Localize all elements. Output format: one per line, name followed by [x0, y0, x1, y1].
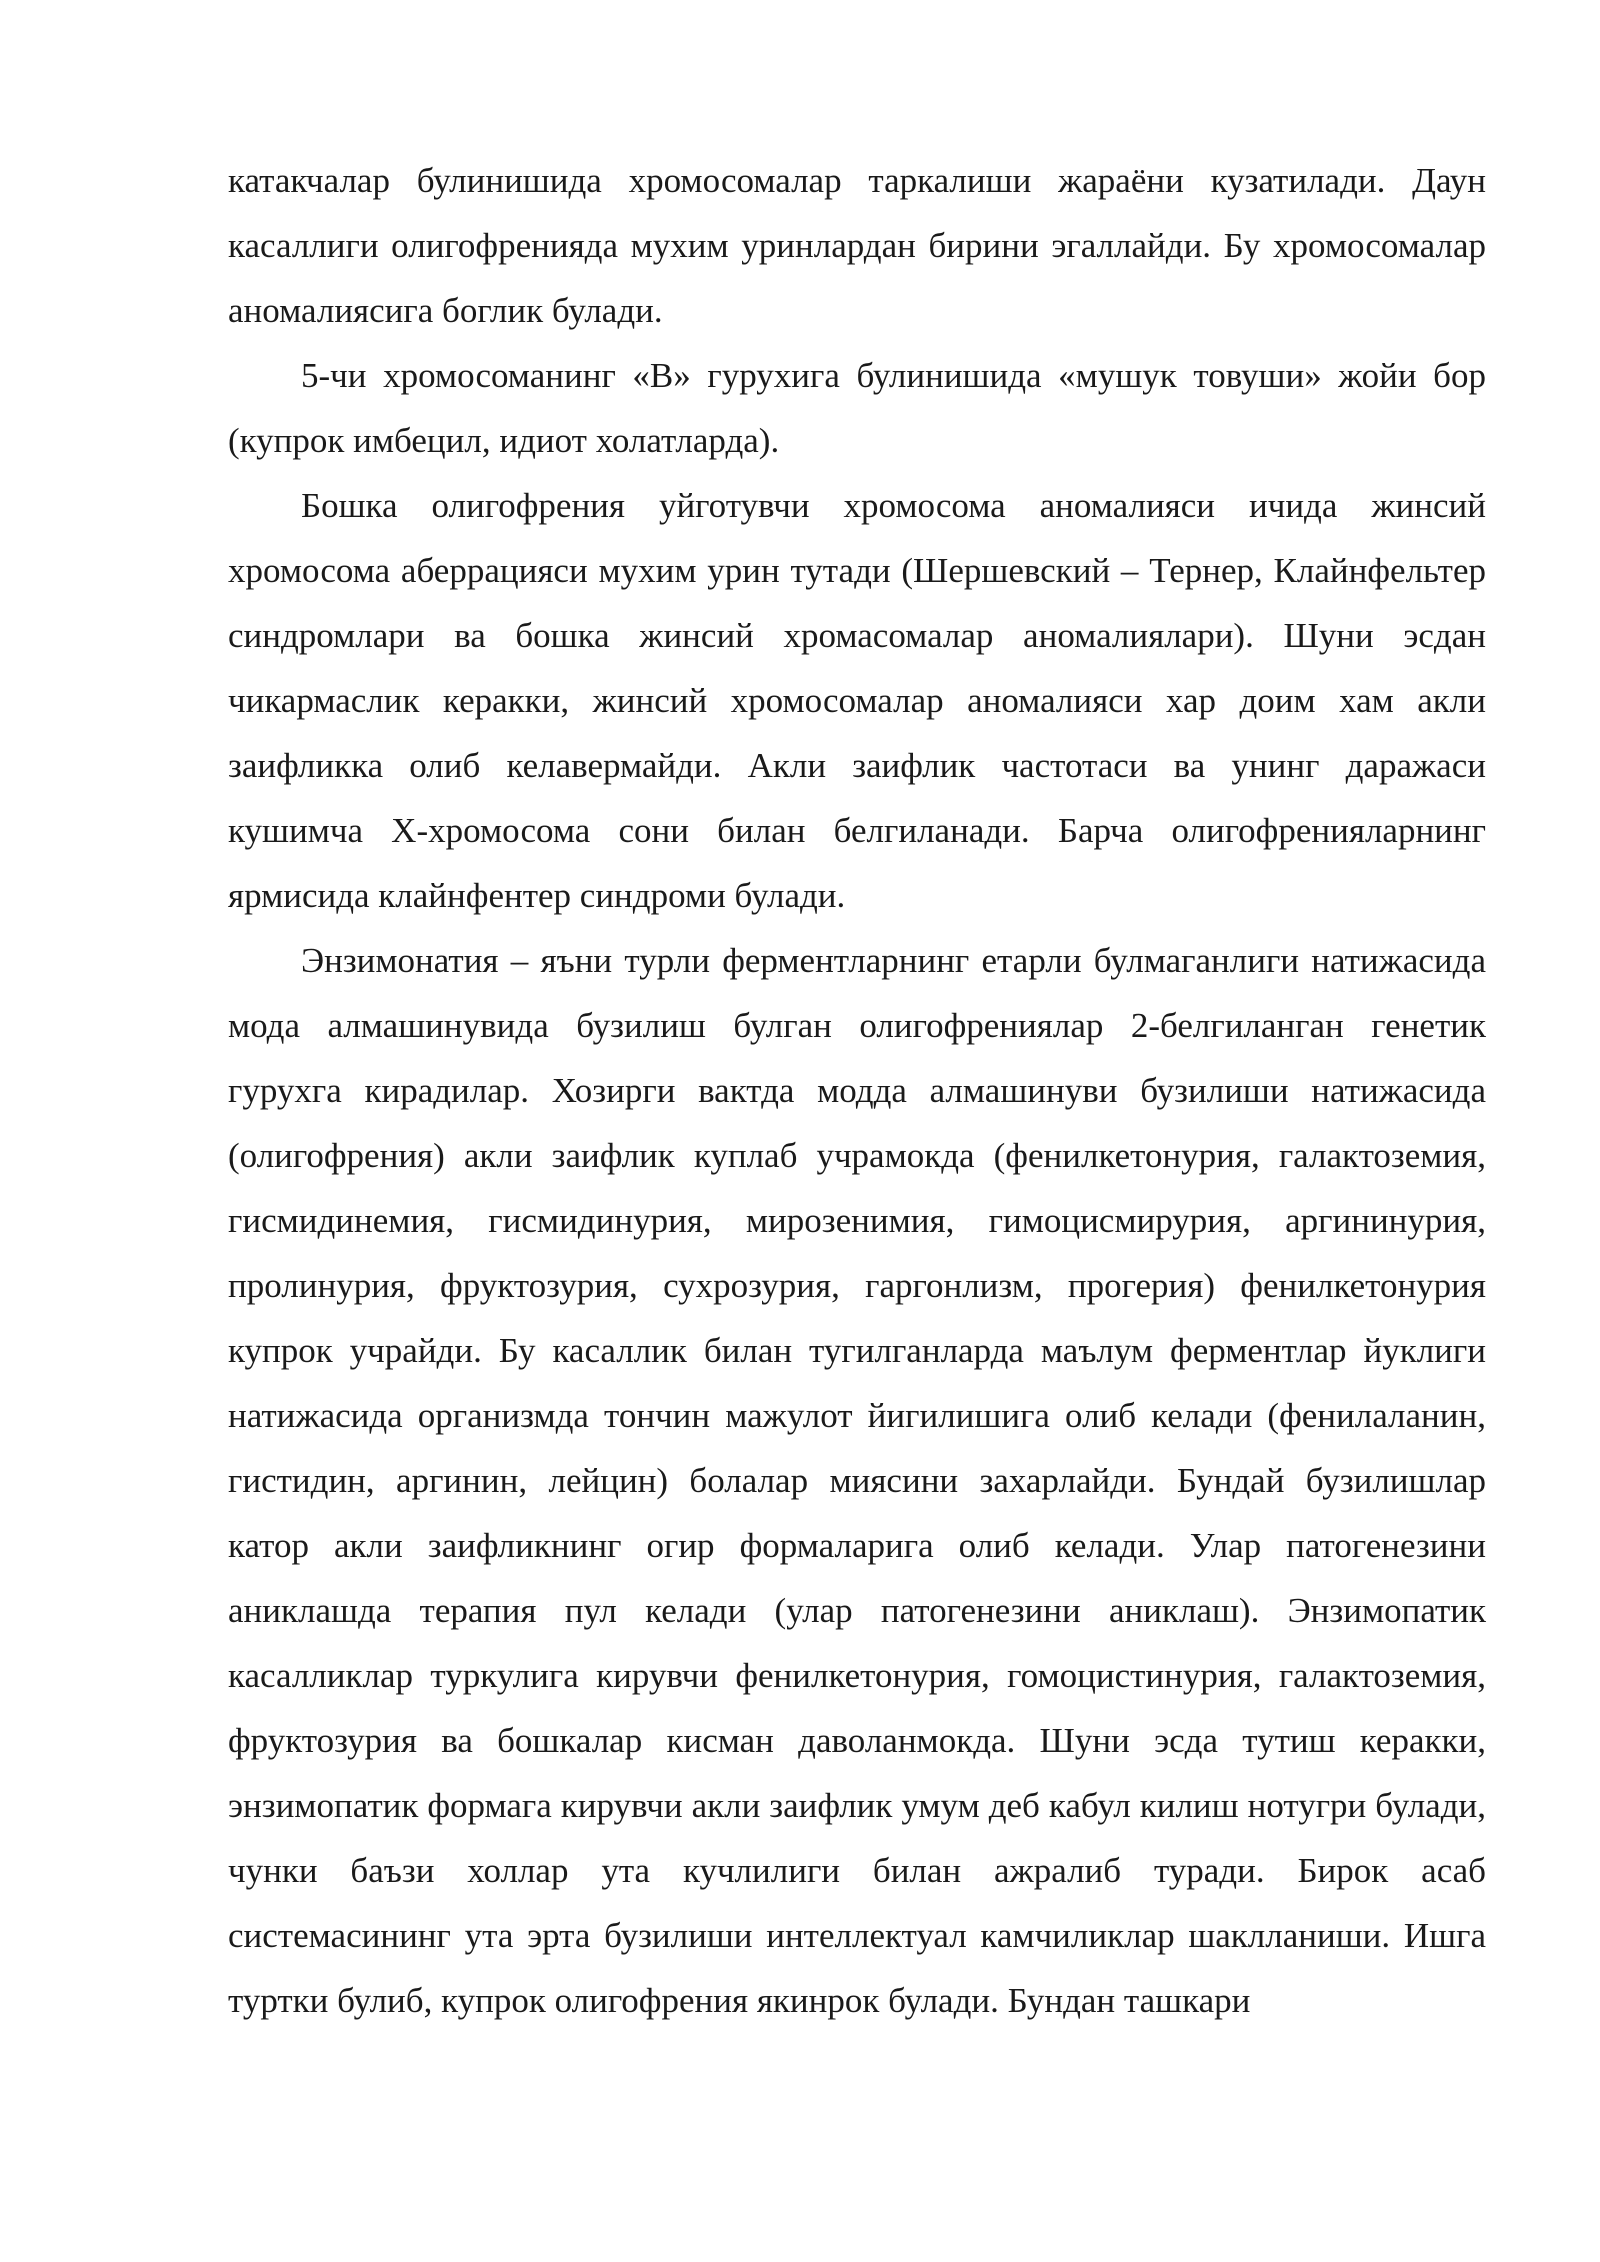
- paragraph: Энзимонатия – яъни турли ферментларнинг етарли булмаганлиги натижасида мода алмашинувида бузилиш булган олигофрениялар 2-белгиланган генетик гурухга кирадилар. Хозирги вактда модда алмашинуви бузилиши натижасида (олигофрения) акли заифлик куплаб учрамокда (фенилкетонурия, галактоземия, гисмидинемия, гисмидинурия, мирозенимия, гимоцисмирурия, аргининурия, пролинурия, фруктозурия, сухрозурия, гаргонлизм, прогерия) фенилкетонурия купрок учрайди. Бу касаллик билан тугилганларда маълум ферментлар йуклиги натижасида организмда тончин мажулот йигилишига олиб келади (фенилаланин, гистидин, аргинин, лейцин) болалар миясини захарлайди. Бундай бузилишлар катор акли заифликнинг огир формаларига олиб келади. Улар патогенезини аниклашда терапия пул келади (улар патогенезини аниклаш). Энзимопатик касалликлар туркулига кирувчи фенилкетонурия, гомоцистинурия, галактоземия, фруктозурия ва бошкалар кисман даволанмокда. Шуни эсда тутиш керакки, энзимопатик формага кирувчи акли заифлик умум деб кабул килиш нотугри булади, чунки баъзи холлар ута кучлилиги билан ажралиб туради. Бирок асаб системасининг ута эрта бузилиши интеллектуал камчиликлар шаклланиши. Ишга туртки булиб, купрок олигофрения якинрок булади. Бундан ташкари: [228, 941, 1486, 2020]
- paragraph: Бошка олигофрения уйготувчи хромосома аномалияси ичида жинсий хромосома аберрацияси мухим урин тутади (Шершевский – Тернер, Клайнфельтер синдромлари ва бошка жинсий хромасомалар аномалиялари). Шуни эсдан чикармаслик керакки, жинсий хромосомалар аномалияси хар доим хам акли заифликка олиб келавермайди. Акли заифлик частотаси ва унинг даражаси кушимча Х-хромосома сони билан белгиланади. Барча олигофренияларнинг ярмисида клайнфентер синдроми булади.: [228, 486, 1486, 915]
- paragraph: 5-чи хромосоманинг «В» гурухига булинишида «мушук товуши» жойи бор (купрок имбецил, идиот холатларда).: [228, 356, 1486, 460]
- document-body: [228, 148, 1486, 2033]
- paragraph-continuation: катакчалар булинишида хромосомалар таркалиши жараёни кузатилади. Даун касаллиги олигофренияда мухим уринлардан бирини эгаллайди. Бу хромосомалар аномалиясига боглик булади.: [228, 161, 1486, 330]
